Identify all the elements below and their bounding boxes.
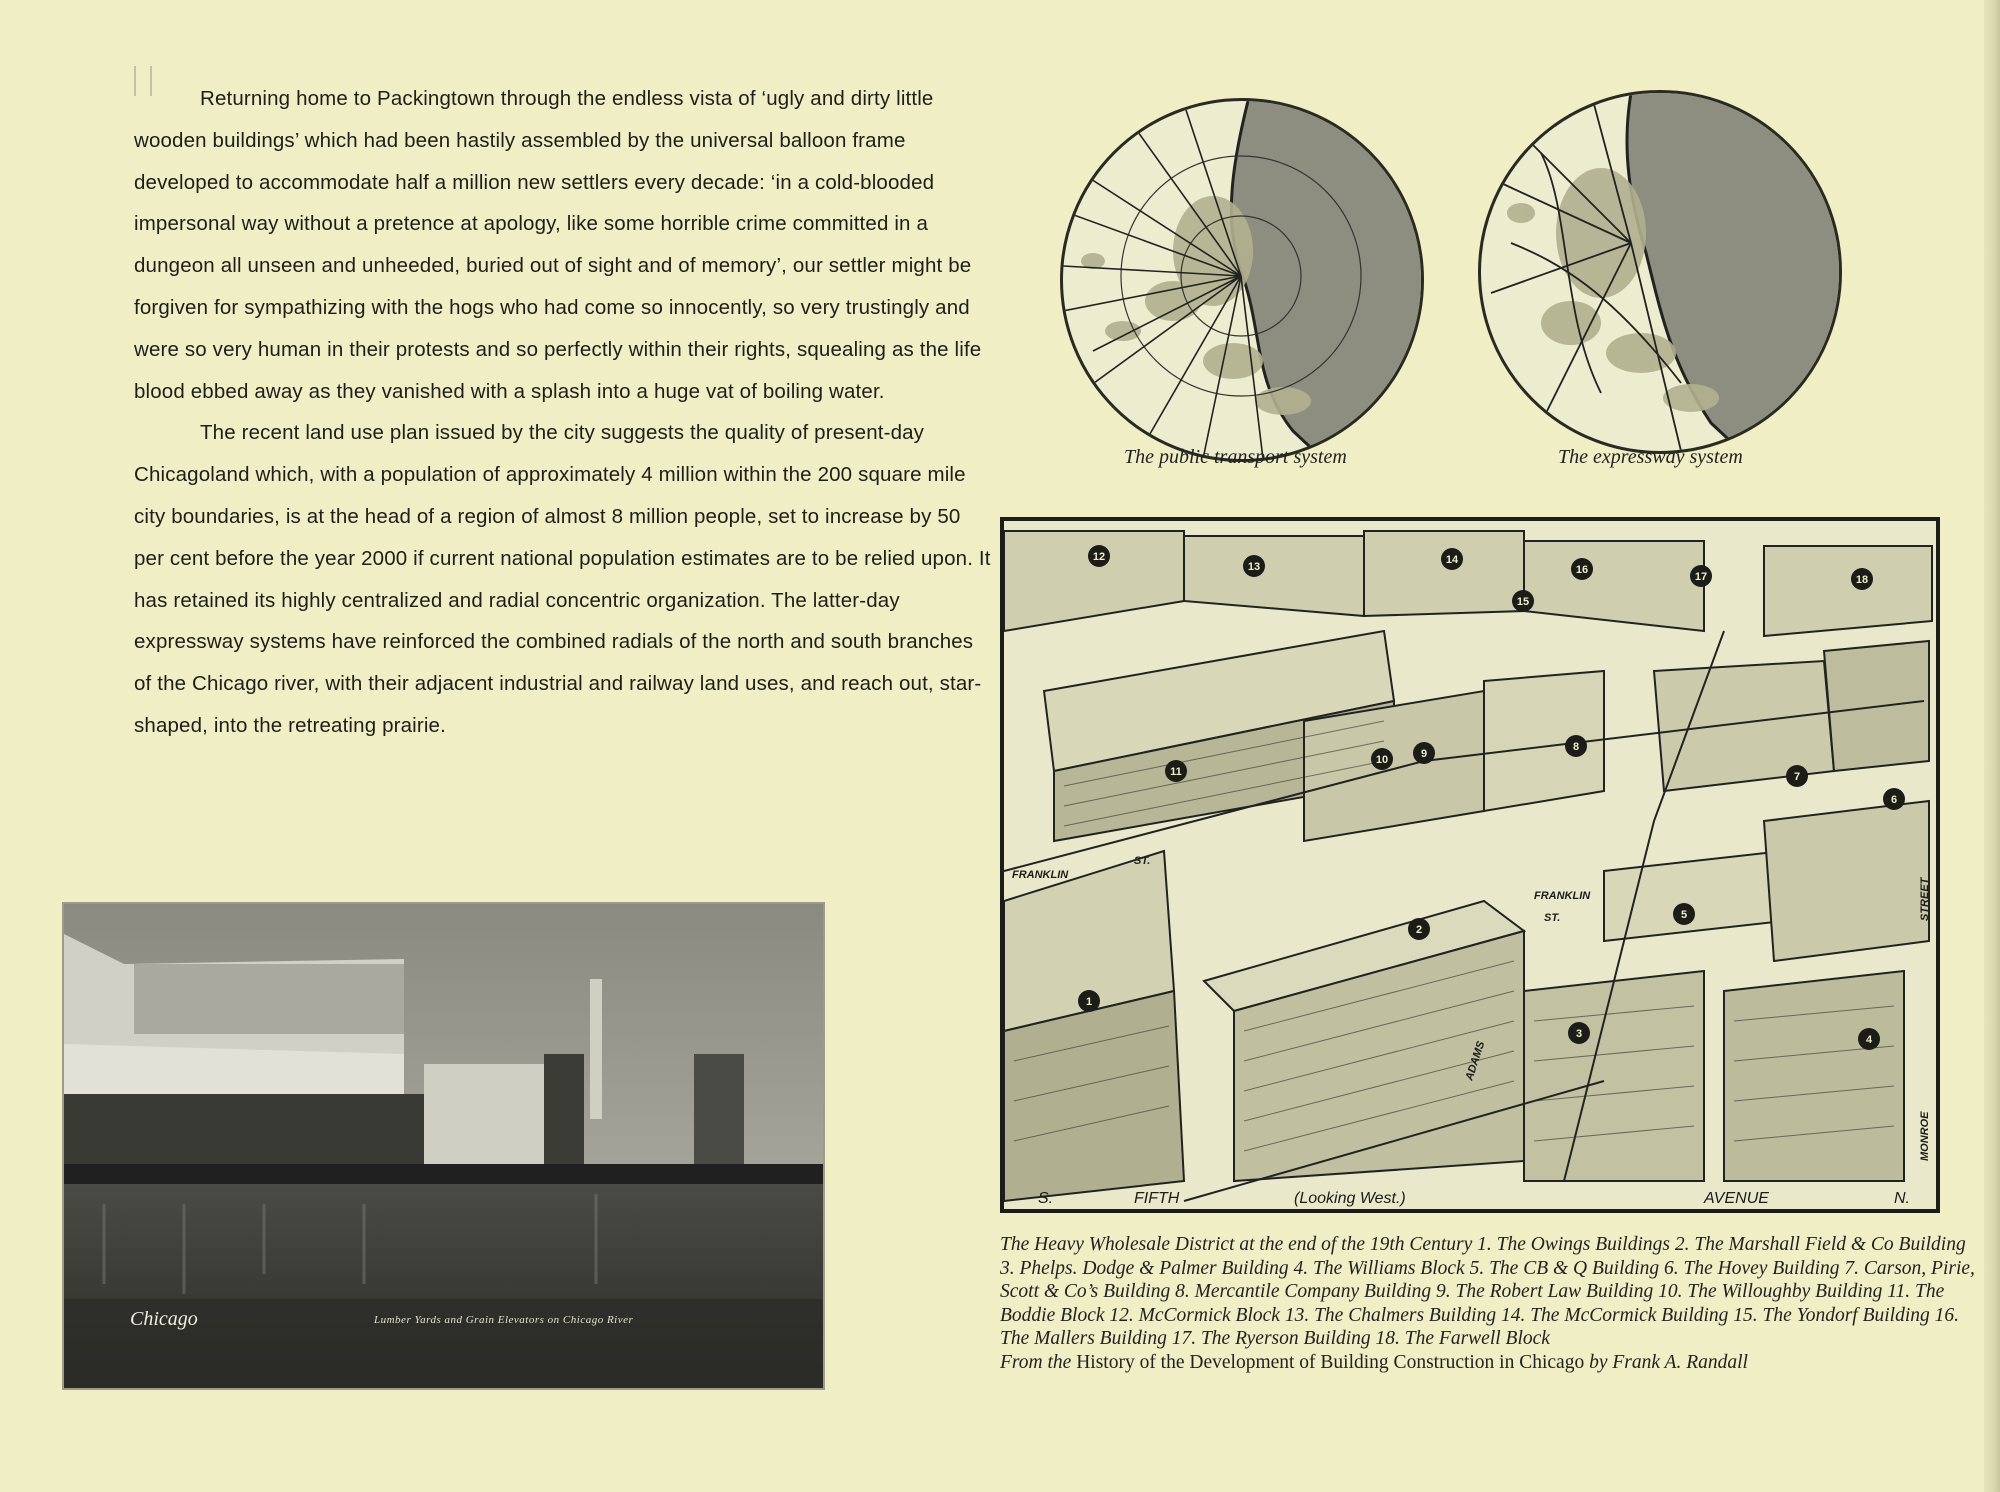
public-transport-map-drawing xyxy=(1063,101,1421,459)
paragraph-2: The recent land use plan issued by the city suggests the quality of present-day Chicagoland which, with a population of approximately 4 million within the 200 square mile city boundaries, is at the head of a region of almost 8 million people, set to increase by 50 per cent before the year 2000 if current national population estimates are to be relied upon. It has retained its highly centralized and radial concentric organization. The latter-day expressway systems have reinforced the combined radials of the north and south branches of the Chicago river, with their adjacent industrial and railway land uses, and reach out, star-shaped, into the retreating prairie. xyxy=(134,421,991,737)
district-engraving xyxy=(1004,521,1936,1209)
building-number-13: 13 xyxy=(1247,561,1261,573)
public-transport-caption: The public transport system xyxy=(1124,446,1347,468)
street-label-monroe: MONROE xyxy=(1919,1111,1931,1161)
street-label-adams: ADAMS xyxy=(1463,1039,1488,1082)
building-number-3: 3 xyxy=(1575,1028,1583,1040)
street-label-st-left: ST. xyxy=(1134,855,1151,867)
building-number-4: 4 xyxy=(1865,1034,1873,1046)
expressway-caption: The expressway system xyxy=(1558,446,1743,468)
building-number-2: 2 xyxy=(1415,924,1423,936)
building-number-14: 14 xyxy=(1445,554,1459,566)
caption-from-prefix: From the xyxy=(1000,1351,1072,1373)
caption-title: The Heavy Wholesale District at the end of the 19th Century xyxy=(1000,1234,1473,1255)
paragraph-1: Returning home to Packingtown through the endless vista of ‘ugly and dirty little wooden buildings’ which had been hastily assembled by the universal balloon frame developed to accommodate half a million new settlers every decade: ‘in a cold-blooded impersonal way without a pretence at apology, like some horrible crime committed in a dungeon all unseen and unheeded, buried out of sight and of memory’, our settler might be forgiven for sympathizing with the hogs who had come so innocently, so very trustingly and were so very human in their protests and so perfectly within their rights, squealing as the life blood ebbed away as they vanished with a splash into a huge vat of boiling water. xyxy=(134,87,982,403)
postcard-title: Chicago xyxy=(130,1308,198,1330)
bottom-label-s: S. xyxy=(1038,1190,1054,1207)
bottom-label-n: N. xyxy=(1894,1190,1910,1207)
building-number-7: 7 xyxy=(1793,771,1801,783)
building-number-15: 15 xyxy=(1516,596,1530,608)
public-transport-map xyxy=(1060,98,1424,462)
building-number-8: 8 xyxy=(1572,741,1580,753)
building-number-17: 17 xyxy=(1694,571,1708,583)
street-label-franklin-left: FRANKLIN xyxy=(1012,869,1069,881)
street-label-st-right: ST. xyxy=(1544,912,1561,924)
building-number-9: 9 xyxy=(1420,748,1428,760)
caption-author: by Frank A. Randall xyxy=(1589,1351,1748,1373)
building-number-12: 12 xyxy=(1092,551,1106,563)
building-number-11: 11 xyxy=(1170,766,1182,778)
street-label-franklin-right: FRANKLIN xyxy=(1534,890,1591,902)
bottom-label-looking-west: (Looking West.) xyxy=(1294,1190,1406,1207)
wholesale-district-illustration xyxy=(1000,517,1940,1213)
body-text xyxy=(134,78,996,747)
illustration-caption xyxy=(1000,1233,1980,1374)
caption-building-list: 1. The Owings Buildings 2. The Marshall Field & Co Building 3. Phelps. Dodge & Palmer Building 4. The Williams Block 5. The CB & Q Building 6. The Hovey Building 7. Carson, Pirie, Scott & Co’s Building 8. Mercantile Company Building 9. The Robert Law Building 10. The Willoughby Building 11. The Boddie Block 12. McCormick Block 13. The Chalmers Building 14. The McCormick Building 15. The Yondorf Building 16. The Mallers Building 17. The Ryerson Building 18. The Farwell Block xyxy=(1000,1234,1975,1349)
building-number-18: 18 xyxy=(1855,574,1869,586)
building-number-16: 16 xyxy=(1575,564,1589,576)
expressway-map-drawing xyxy=(1481,93,1839,451)
building-number-1: 1 xyxy=(1085,996,1093,1008)
building-number-10: 10 xyxy=(1375,754,1389,766)
page-edge xyxy=(1984,0,2000,1492)
chicago-postcard-photo xyxy=(62,902,825,1390)
bottom-label-avenue: AVENUE xyxy=(1704,1190,1769,1207)
street-label-street: STREET xyxy=(1919,877,1931,921)
bottom-label-fifth: FIFTH xyxy=(1134,1190,1180,1207)
expressway-map xyxy=(1478,90,1842,454)
postcard-subtitle: Lumber Yards and Grain Elevators on Chicago River xyxy=(374,1314,634,1326)
caption-source-title: History of the Development of Building Construction in Chicago xyxy=(1076,1351,1585,1373)
building-number-5: 5 xyxy=(1680,909,1688,921)
building-number-6: 6 xyxy=(1890,794,1898,806)
